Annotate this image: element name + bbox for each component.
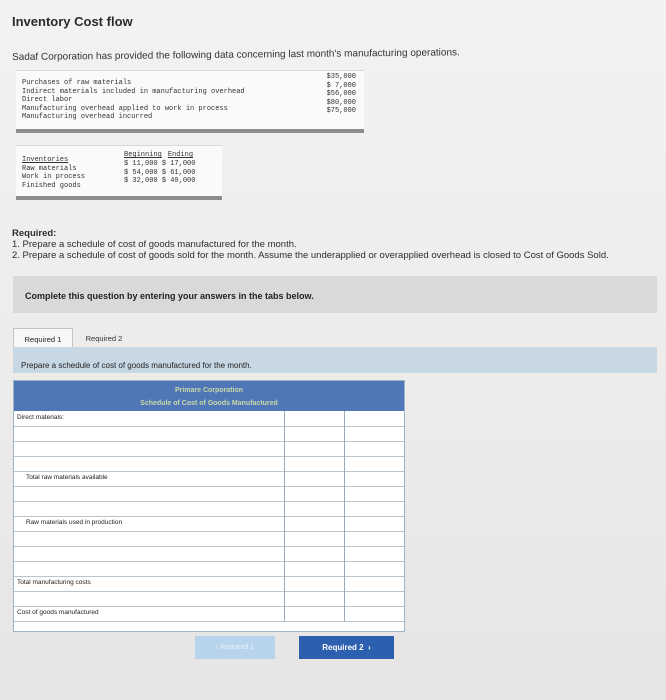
amount-cell[interactable] [284, 426, 345, 441]
ending-value: $ 40,000 [161, 177, 196, 186]
amount-cell[interactable] [284, 546, 345, 561]
row-label: Direct materials: [17, 414, 64, 421]
cost-data-value: $56,000 [326, 90, 356, 99]
amount-cell[interactable] [284, 486, 345, 501]
ending-value: $ 61,000 [161, 168, 196, 177]
total-cell[interactable] [344, 456, 405, 471]
row-label: Cost of goods manufactured [17, 609, 99, 616]
inventory-row [124, 177, 195, 186]
total-cell[interactable] [344, 606, 405, 621]
col-beginning: Beginning [124, 151, 162, 159]
instructions-banner [13, 276, 657, 313]
table-row[interactable] [14, 486, 404, 502]
amount-cell[interactable] [284, 561, 345, 576]
table-row[interactable] [14, 441, 404, 457]
amount-cell[interactable] [284, 471, 345, 486]
total-cell[interactable] [344, 471, 405, 486]
divider [16, 129, 364, 133]
inventory-values [124, 160, 195, 186]
required-heading: Required: [12, 228, 57, 239]
required-item-2: 2. Prepare a schedule of cost of goods sold for the month. Assume the underapplied or overapplied overhead is closed to Cost of Goods Sold. [12, 250, 609, 261]
required-item-1: 1. Prepare a schedule of cost of goods manufactured for the month. [12, 239, 297, 250]
inventory-block [16, 145, 222, 196]
total-cell[interactable] [344, 546, 405, 561]
required-section [12, 228, 632, 261]
row-label: Raw materials used in production [26, 519, 123, 526]
beginning-value: $ 11,000 [124, 160, 158, 168]
table-row[interactable] [14, 456, 404, 472]
inventory-label: Work in process [22, 173, 86, 182]
total-cell[interactable] [344, 561, 405, 576]
amount-cell[interactable] [284, 441, 345, 456]
schedule-company: Primare Corporation [174, 387, 244, 394]
instruction-panel [13, 347, 657, 373]
schedule-header [14, 381, 404, 411]
ending-value: $ 17,000 [161, 160, 196, 168]
cost-data-label: Indirect materials included in manufacturing overhead [22, 87, 245, 96]
beginning-value: $ 32,000 [124, 177, 158, 186]
divider [16, 196, 222, 200]
cost-data-label: Purchases of raw materials [22, 79, 132, 87]
amount-cell[interactable] [284, 411, 345, 426]
next-button-label[interactable]: Required 2 [322, 643, 364, 652]
col-ending: Ending [167, 151, 194, 159]
next-button[interactable]: Required 2 › [299, 636, 394, 659]
inventory-labels [22, 156, 85, 190]
total-cell[interactable] [344, 486, 405, 501]
cost-data-label: Manufacturing overhead incurred [22, 113, 153, 122]
cost-data-value: $ 7,000 [326, 81, 356, 90]
amount-cell[interactable] [284, 456, 345, 471]
total-cell[interactable] [344, 591, 405, 606]
amount-cell[interactable] [284, 591, 345, 606]
intro-text: Sadaf Corporation has provided the following data concerning last month's manufacturing operations. [12, 47, 460, 63]
table-row [14, 516, 404, 532]
total-cell[interactable] [344, 501, 405, 516]
row-label: Total raw materials available [26, 474, 108, 481]
cost-data-value: $75,000 [326, 107, 356, 116]
table-row[interactable] [14, 426, 404, 442]
prev-button-label[interactable]: Required 1 [220, 644, 255, 651]
cost-data-value: $35,000 [326, 73, 356, 81]
cost-data-values [327, 73, 356, 116]
amount-cell[interactable] [284, 606, 345, 621]
prev-button[interactable]: ‹ Required 1 [195, 636, 275, 659]
table-row[interactable] [14, 531, 404, 547]
tab-required-1[interactable]: Required 1 [13, 328, 73, 351]
total-cell[interactable] [344, 531, 405, 546]
page-title: Inventory Cost flow [12, 14, 133, 29]
total-cell[interactable] [344, 516, 405, 531]
cost-data-labels [22, 79, 245, 122]
table-row [14, 606, 404, 622]
amount-cell[interactable] [284, 501, 345, 516]
inventory-label: Raw materials [22, 164, 77, 173]
instruction-text: Prepare a schedule of cost of goods manufactured for the month. [21, 361, 252, 370]
amount-cell[interactable] [284, 576, 345, 591]
row-label: Total manufacturing costs [17, 579, 91, 586]
cost-data-label: Direct labor [22, 96, 73, 105]
amount-cell[interactable] [284, 531, 345, 546]
table-row[interactable] [14, 546, 404, 562]
total-cell[interactable] [344, 411, 405, 426]
table-row[interactable] [14, 501, 404, 517]
inventory-row [124, 160, 195, 169]
table-row[interactable] [14, 591, 404, 607]
table-row [14, 576, 404, 592]
schedule-table [13, 380, 405, 632]
cost-data-label: Manufacturing overhead applied to work in process [22, 104, 228, 113]
total-cell[interactable] [344, 441, 405, 456]
cost-data-block [16, 70, 364, 129]
banner-text: Complete this question by entering your answers in the tabs below. [25, 291, 314, 301]
amount-cell[interactable] [284, 516, 345, 531]
beginning-value: $ 54,000 [124, 168, 158, 177]
table-row [14, 471, 404, 487]
total-cell[interactable] [344, 426, 405, 441]
inventory-label: Finished goods [22, 181, 81, 190]
table-row[interactable] [14, 561, 404, 577]
total-cell[interactable] [344, 576, 405, 591]
inventory-row [124, 169, 195, 178]
schedule-title: Schedule of Cost of Goods Manufactured [140, 400, 278, 407]
inventory-column-headers [124, 151, 199, 160]
table-row [14, 411, 404, 427]
cost-data-value: $80,000 [326, 98, 356, 107]
tab-required-2[interactable]: Required 2 [85, 334, 123, 343]
inventory-header: Inventories [22, 156, 69, 164]
